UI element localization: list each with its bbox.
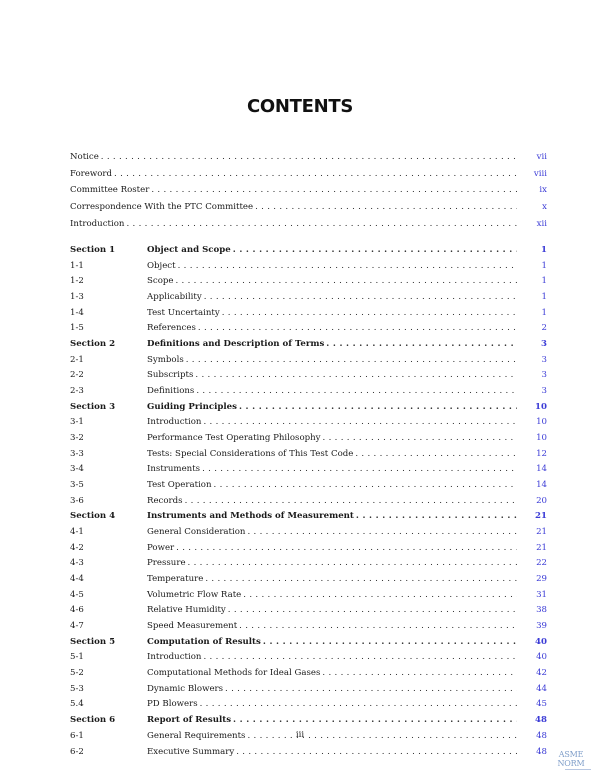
entry-title: Subscripts xyxy=(147,370,194,381)
toc-section-heading[interactable] xyxy=(70,339,547,355)
page-link[interactable]: 42 xyxy=(536,668,547,679)
page-link[interactable]: 12 xyxy=(536,448,547,459)
toc-entry[interactable] xyxy=(70,323,547,339)
page-link[interactable]: 3 xyxy=(541,354,547,365)
dot-leader xyxy=(326,339,517,349)
entry-number: 3-2 xyxy=(70,433,84,444)
toc-entry-label: Correspondence With the PTC Committee xyxy=(70,202,254,213)
toc-entry-label: Notice xyxy=(70,152,99,162)
entry-number: 3-6 xyxy=(70,495,84,506)
entry-number: 3-4 xyxy=(70,464,84,475)
entry-number: 3-5 xyxy=(70,480,84,491)
page-link[interactable]: vii xyxy=(536,152,547,162)
entry-number: 4-5 xyxy=(70,589,84,600)
entry-title: Introduction xyxy=(147,652,202,663)
toc-entry[interactable] xyxy=(70,590,547,606)
dot-leader xyxy=(185,496,517,506)
entry-title: Instruments xyxy=(147,464,201,475)
entry-title: Test Uncertainty xyxy=(147,307,220,318)
dot-leader xyxy=(239,621,517,631)
toc-entry[interactable] xyxy=(70,605,547,621)
page-link[interactable]: 20 xyxy=(536,495,547,506)
page-link[interactable]: 48 xyxy=(536,730,547,741)
entry-title: Applicability xyxy=(147,292,202,303)
page-link[interactable]: 21 xyxy=(535,511,547,522)
entry-title: Test Operation xyxy=(147,480,212,491)
dot-leader xyxy=(178,261,517,271)
entry-number: 5.4 xyxy=(70,699,84,710)
entry-number: 4-4 xyxy=(70,574,84,585)
dot-leader xyxy=(204,292,517,302)
entry-number: 5-2 xyxy=(70,668,84,679)
page-link[interactable]: 1 xyxy=(541,260,547,271)
toc-section-heading[interactable] xyxy=(70,715,547,731)
page-link[interactable]: 39 xyxy=(536,621,547,632)
toc-entry-label: Committee Roster xyxy=(70,185,150,196)
section-title: Report of Results xyxy=(147,715,232,726)
dot-leader xyxy=(203,652,517,662)
page-link[interactable]: 48 xyxy=(535,715,547,726)
page-link[interactable]: 1 xyxy=(541,276,547,287)
toc-entry[interactable] xyxy=(70,355,547,371)
toc-section-heading[interactable] xyxy=(70,511,547,527)
dot-leader xyxy=(239,402,517,412)
toc-entry-introduction[interactable] xyxy=(70,219,547,236)
dot-leader xyxy=(233,715,517,725)
entry-title: General Consideration xyxy=(147,527,246,538)
entry-title: Pressure xyxy=(147,558,186,569)
entry-title: Records xyxy=(147,495,183,506)
toc-entry[interactable] xyxy=(70,261,547,277)
dot-leader xyxy=(188,558,517,568)
toc-entry[interactable] xyxy=(70,558,547,574)
entry-title: Definitions xyxy=(147,386,195,397)
entry-number: 1-2 xyxy=(70,276,84,287)
toc-section-heading[interactable] xyxy=(70,245,547,261)
entry-title: Tests: Special Considerations of This Test Code xyxy=(147,448,354,459)
section-title: Computation of Results xyxy=(147,636,261,647)
sections-list xyxy=(70,245,547,762)
page-link[interactable]: 29 xyxy=(536,574,547,585)
entry-title: Relative Humidity xyxy=(147,605,226,616)
toc-entry[interactable] xyxy=(70,276,547,292)
front-matter-list xyxy=(70,152,547,235)
section-title: Object and Scope xyxy=(147,245,231,255)
dot-leader xyxy=(243,590,517,600)
toc-entry-committee-roster[interactable] xyxy=(70,185,547,202)
page-link[interactable]: 3 xyxy=(541,339,547,350)
dot-leader xyxy=(151,185,517,195)
entry-number: 4-6 xyxy=(70,605,84,616)
page-link[interactable]: 3 xyxy=(541,386,547,397)
page-link[interactable]: viii xyxy=(533,168,547,179)
toc-section-heading[interactable] xyxy=(70,637,547,653)
toc-entry[interactable] xyxy=(70,621,547,637)
dot-leader xyxy=(322,668,517,678)
dot-leader xyxy=(114,169,517,179)
section-number: Section 1 xyxy=(70,245,116,255)
entry-number: 6-1 xyxy=(70,730,84,741)
dot-leader xyxy=(323,433,517,443)
entry-title: General Requirements xyxy=(147,730,246,741)
entry-title: Symbols xyxy=(147,354,184,365)
page-link[interactable]: 22 xyxy=(536,558,547,569)
dot-leader xyxy=(203,417,517,427)
dot-leader xyxy=(195,370,517,380)
section-number: Section 4 xyxy=(70,511,116,522)
toc-entry[interactable] xyxy=(70,308,547,324)
dot-leader xyxy=(356,511,517,521)
page-link[interactable]: 44 xyxy=(536,683,547,694)
section-number: Section 2 xyxy=(70,339,116,350)
page-number-folio: iii xyxy=(295,730,305,740)
toc-entry[interactable] xyxy=(70,527,547,543)
toc-entry-foreword[interactable] xyxy=(70,169,547,186)
section-number: Section 3 xyxy=(70,401,116,412)
entry-title: Scope xyxy=(147,276,174,287)
dot-leader xyxy=(101,152,517,162)
entry-number: 2-3 xyxy=(70,386,84,397)
watermark-logo xyxy=(545,750,597,768)
page-title: CONTENTS xyxy=(246,96,354,117)
toc-entry-notice[interactable] xyxy=(70,152,547,169)
page-link[interactable]: 38 xyxy=(536,605,547,616)
dot-leader xyxy=(355,449,517,459)
entry-title: Executive Summary xyxy=(147,746,235,757)
page-link[interactable]: 40 xyxy=(535,636,547,647)
dot-leader xyxy=(205,574,517,584)
entry-number: 3-3 xyxy=(70,448,84,459)
toc-entry[interactable] xyxy=(70,652,547,668)
page-link[interactable]: ix xyxy=(539,185,547,196)
page-link[interactable]: x xyxy=(542,202,547,213)
dot-leader xyxy=(222,308,517,318)
page-link[interactable]: 1 xyxy=(541,245,547,255)
page-link[interactable]: 21 xyxy=(536,542,547,553)
entry-title: Temperature xyxy=(147,574,204,585)
toc-entry[interactable] xyxy=(70,449,547,465)
section-title: Instruments and Methods of Measurement xyxy=(147,511,354,522)
entry-title: Object xyxy=(147,260,176,271)
page-link[interactable]: 48 xyxy=(536,746,547,757)
entry-number: 5-3 xyxy=(70,683,84,694)
dot-leader xyxy=(214,480,517,490)
entry-title: Dynamic Blowers xyxy=(147,683,224,694)
page-link[interactable]: 14 xyxy=(536,480,547,491)
dot-leader xyxy=(263,637,517,647)
toc-entry[interactable] xyxy=(70,464,547,480)
dot-leader xyxy=(247,527,517,537)
page-link[interactable]: 3 xyxy=(541,370,547,381)
toc-entry-label: Introduction xyxy=(70,218,125,229)
toc-section-heading[interactable] xyxy=(70,402,547,418)
page-link[interactable]: 10 xyxy=(536,433,547,444)
dot-leader xyxy=(236,747,517,757)
entry-title: PD Blowers xyxy=(147,699,198,710)
toc-entry[interactable] xyxy=(70,747,547,763)
toc-entry[interactable] xyxy=(70,417,547,433)
watermark-text: ASME NORM xyxy=(557,750,585,768)
page-link[interactable]: 10 xyxy=(536,417,547,428)
dot-leader xyxy=(176,543,517,553)
section-title: Definitions and Description of Terms xyxy=(147,339,325,350)
toc-entry[interactable] xyxy=(70,496,547,512)
dot-leader xyxy=(255,202,517,212)
toc-entry[interactable] xyxy=(70,480,547,496)
dot-leader xyxy=(202,464,517,474)
dot-leader xyxy=(196,386,517,396)
section-number: Section 6 xyxy=(70,715,116,726)
entry-number: 1-1 xyxy=(70,260,84,271)
entry-number: 4-7 xyxy=(70,621,84,632)
dot-leader xyxy=(225,684,517,694)
entry-number: 1-5 xyxy=(70,323,84,334)
toc-entry[interactable] xyxy=(70,668,547,684)
entry-title: Computational Methods for Ideal Gases xyxy=(147,668,321,679)
section-number: Section 5 xyxy=(70,636,116,647)
toc-entry[interactable] xyxy=(70,684,547,700)
entry-number: 4-3 xyxy=(70,558,84,569)
entry-title: Power xyxy=(147,542,175,553)
entry-number: 4-1 xyxy=(70,527,84,538)
entry-number: 2-1 xyxy=(70,354,84,365)
entry-number: 3-1 xyxy=(70,417,84,428)
dot-leader xyxy=(233,245,517,255)
page-link[interactable]: xii xyxy=(536,218,547,229)
page-link[interactable]: 45 xyxy=(536,699,547,710)
page-link[interactable]: 1 xyxy=(541,292,547,303)
entry-number: 4-2 xyxy=(70,542,84,553)
toc-entry[interactable] xyxy=(70,386,547,402)
entry-number: 1-3 xyxy=(70,292,84,303)
entry-number: 1-4 xyxy=(70,307,84,318)
page-link[interactable]: 2 xyxy=(541,323,547,334)
dot-leader xyxy=(198,323,517,333)
entry-title: Volumetric Flow Rate xyxy=(147,589,242,600)
page-link[interactable]: 1 xyxy=(541,307,547,318)
toc-entry[interactable] xyxy=(70,370,547,386)
dot-leader xyxy=(186,355,517,365)
entry-title: References xyxy=(147,323,196,334)
entry-number: 2-2 xyxy=(70,370,84,381)
toc-entry[interactable] xyxy=(70,433,547,449)
entry-number: 5-1 xyxy=(70,652,84,663)
page-link[interactable]: 21 xyxy=(536,527,547,538)
toc-entry[interactable] xyxy=(70,574,547,590)
toc-entry[interactable] xyxy=(70,543,547,559)
dot-leader xyxy=(228,605,517,615)
entry-number: 6-2 xyxy=(70,746,84,757)
section-title: Guiding Principles xyxy=(147,401,237,412)
toc-entry[interactable] xyxy=(70,292,547,308)
page-link[interactable]: 10 xyxy=(535,401,547,412)
entry-title: Speed Measurement xyxy=(147,621,238,632)
watermark-underline xyxy=(565,769,591,770)
dot-leader xyxy=(126,219,517,229)
page-link[interactable]: 31 xyxy=(536,589,547,600)
toc-entry-correspondence[interactable] xyxy=(70,202,547,219)
dot-leader xyxy=(175,276,517,286)
page-link[interactable]: 40 xyxy=(536,652,547,663)
entry-title: Performance Test Operating Philosophy xyxy=(147,433,321,444)
dot-leader xyxy=(200,699,517,709)
page-link[interactable]: 14 xyxy=(536,464,547,475)
toc-entry-label: Foreword xyxy=(70,168,112,179)
entry-title: Introduction xyxy=(147,417,202,428)
toc-entry[interactable] xyxy=(70,699,547,715)
